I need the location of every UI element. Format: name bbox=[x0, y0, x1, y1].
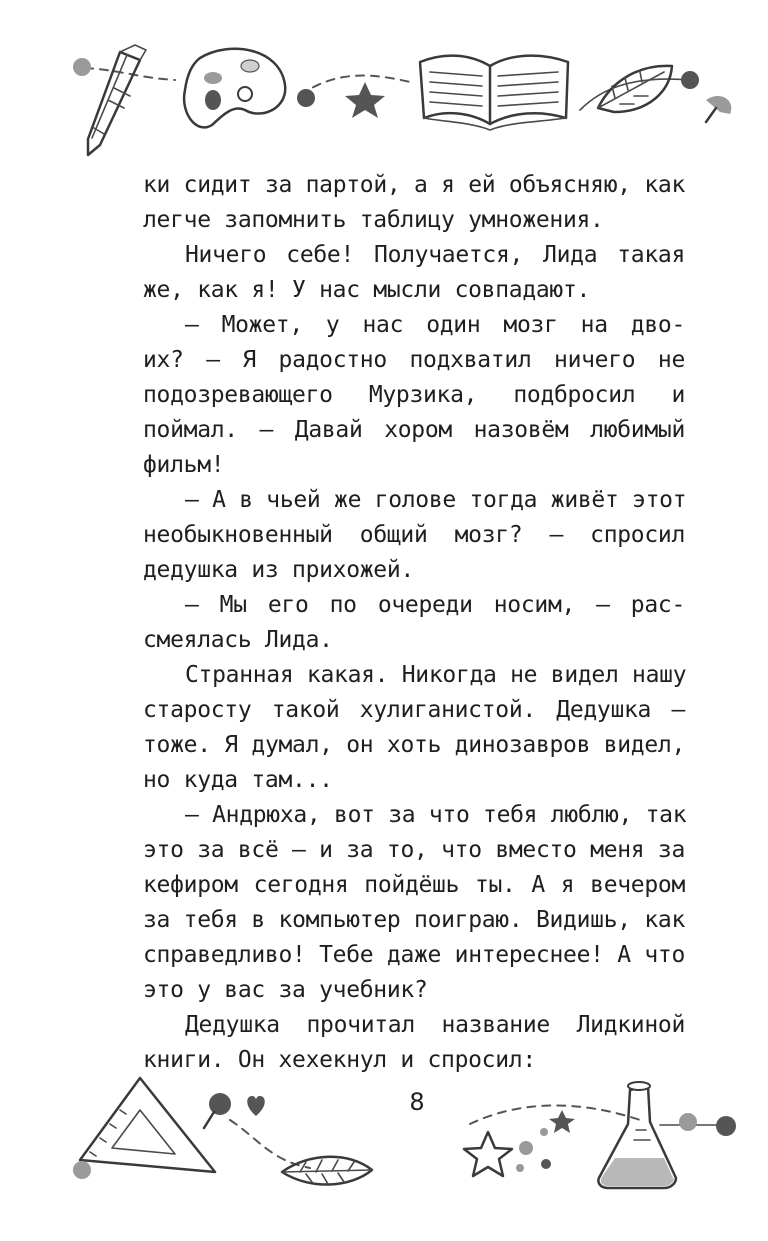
text-line: легче запомнить таблицу умножения. bbox=[143, 207, 604, 233]
decor-dot-icon bbox=[73, 1161, 91, 1179]
star-icon bbox=[345, 82, 385, 118]
text-line: справедливо! Тебе даже интереснее! А что bbox=[143, 942, 685, 968]
pushpin-icon bbox=[204, 1093, 231, 1128]
header-decoration bbox=[0, 0, 768, 170]
text-line: кефиром сегодня пойдёшь ты. А я вечером bbox=[143, 872, 685, 898]
text-line: тоже. Я думал, он хоть динозавров видел, bbox=[143, 732, 685, 758]
text-line: за тебя в компьютер поиграю. Видишь, как bbox=[143, 907, 685, 933]
leaf-icon bbox=[598, 66, 672, 112]
text-line: Дедушка прочитал название Лидкиной bbox=[185, 1012, 685, 1038]
decor-dot-icon bbox=[541, 1159, 551, 1169]
text-line: же, как я! У нас мысли совпадают. bbox=[143, 277, 591, 303]
pencil-icon bbox=[88, 45, 146, 155]
star-icon bbox=[464, 1132, 512, 1176]
text-line: Ничего себе! Получается, Лида такая bbox=[185, 242, 685, 268]
text-line: это за всё — и за то, что вместо меня за bbox=[143, 837, 685, 863]
decor-dot-icon bbox=[540, 1128, 548, 1136]
decor-dot-icon bbox=[716, 1116, 736, 1136]
text-line: ки сидит за партой, а я ей объясняю, как bbox=[143, 172, 685, 198]
text-line: но куда там... bbox=[143, 767, 333, 793]
star-icon bbox=[549, 1110, 575, 1133]
text-line: книги. Он хехекнул и спросил: bbox=[143, 1047, 536, 1073]
page-number: 8 bbox=[409, 1088, 425, 1116]
text-line: — Может, у нас один мозг на дво- bbox=[185, 312, 685, 338]
pushpin-icon bbox=[706, 96, 731, 122]
text-line: дедушка из прихожей. bbox=[143, 557, 414, 583]
text-line: поймал. — Давай хором назовём любимый bbox=[143, 417, 685, 443]
heart-icon bbox=[247, 1096, 265, 1116]
text-line: это у вас за учебник? bbox=[143, 977, 428, 1003]
decor-dot-icon bbox=[73, 58, 91, 76]
text-line: — Андрюха, вот за что тебя люблю, так bbox=[185, 802, 687, 828]
decor-dot-icon bbox=[519, 1141, 533, 1155]
decor-dot-icon bbox=[681, 71, 699, 89]
decor-dot-icon bbox=[679, 1113, 697, 1131]
flask-icon bbox=[598, 1082, 676, 1188]
set-square-icon bbox=[80, 1078, 215, 1172]
text-line: их? — Я радостно подхватил ничего не bbox=[143, 347, 685, 373]
open-book-icon bbox=[420, 56, 568, 130]
leaf-icon bbox=[282, 1157, 372, 1185]
decor-dot-icon bbox=[516, 1164, 524, 1172]
decor-dot-icon bbox=[297, 89, 315, 107]
text-line: — Мы его по очереди носим, — рас- bbox=[185, 592, 685, 618]
text-line: старосту такой хулиганистой. Дедушка — bbox=[143, 697, 685, 723]
text-line: необыкновенный общий мозг? — спросил bbox=[143, 522, 685, 548]
footer-decoration bbox=[0, 1060, 768, 1241]
text-line: подозревающего Мурзика, подбросил и bbox=[143, 382, 685, 408]
paint-palette-icon bbox=[184, 49, 285, 128]
text-line: Странная какая. Никогда не видел нашу bbox=[185, 662, 687, 688]
text-line: смеялась Лида. bbox=[143, 627, 333, 653]
text-line: фильм! bbox=[143, 452, 225, 478]
body-text bbox=[143, 168, 685, 1078]
text-line: — А в чьей же голове тогда живёт этот bbox=[185, 487, 687, 513]
